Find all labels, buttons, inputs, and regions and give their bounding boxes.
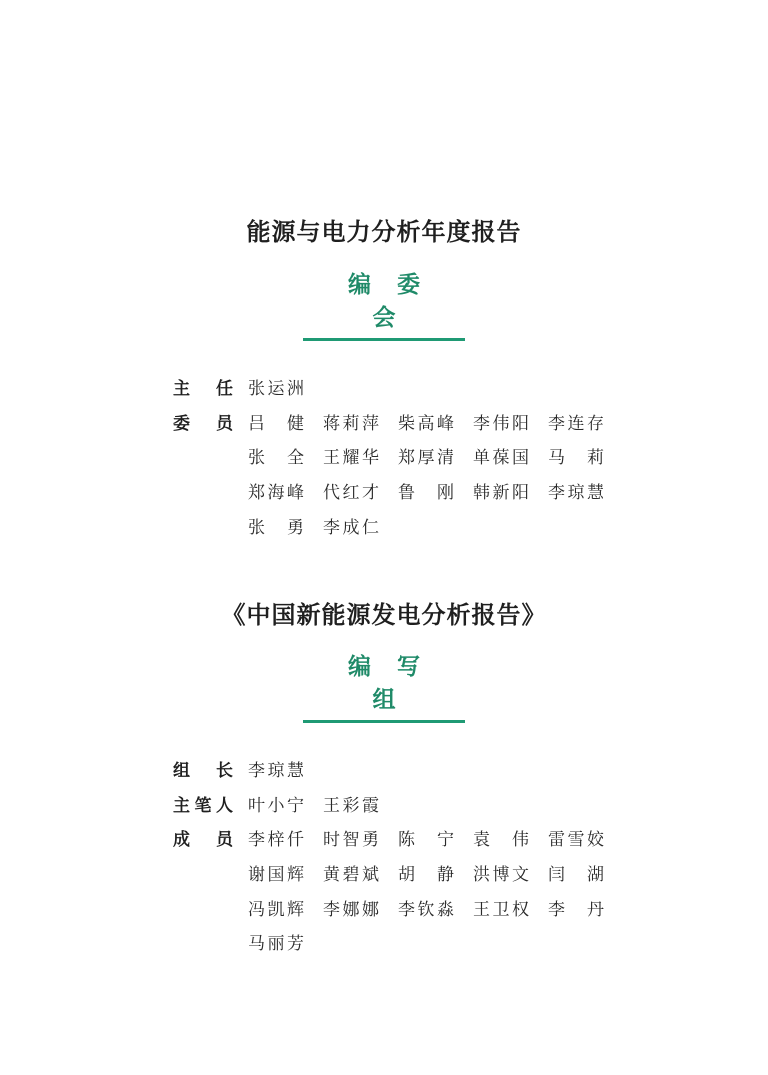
member-name: 李 琼 慧 — [548, 483, 604, 504]
role-label: 主 笔 人 — [173, 795, 233, 816]
role-label: 主 任 — [173, 379, 233, 399]
member-names — [248, 895, 623, 920]
member-names — [248, 443, 623, 468]
member-name: 李 丹 — [548, 899, 604, 920]
member-name: 陈 宁 — [398, 830, 454, 851]
member-name: 王 耀 华 — [323, 448, 379, 469]
member-names — [248, 791, 398, 816]
member-name: 黄 碧 斌 — [323, 865, 379, 886]
member-name: 胡 静 — [398, 865, 454, 886]
section1-subtitle: 编委会 — [303, 266, 465, 341]
member-name: 鲁 刚 — [398, 483, 454, 504]
member-names — [248, 478, 623, 503]
section1-title: 能源与电力分析年度报告 — [246, 218, 522, 246]
member-names — [248, 756, 323, 781]
member-name: 马 莉 — [548, 448, 604, 469]
member-names — [248, 860, 623, 885]
role-label: 组 长 — [173, 761, 233, 781]
member-name: 郑 厚 清 — [398, 448, 454, 469]
member-name: 李 钦 淼 — [398, 899, 454, 920]
member-name: 单 葆 国 — [473, 448, 529, 469]
member-name: 李 连 存 — [548, 413, 604, 434]
member-name: 洪 博 文 — [473, 865, 529, 886]
member-name: 冯 凯 辉 — [248, 899, 304, 920]
member-name: 代 红 才 — [323, 483, 379, 504]
member-names — [248, 409, 623, 434]
member-name: 马 丽 芳 — [248, 934, 304, 955]
member-name: 张 勇 — [248, 517, 304, 538]
member-name: 袁 伟 — [473, 830, 529, 851]
member-name: 雷 雪 姣 — [548, 830, 604, 851]
member-names — [248, 825, 623, 850]
member-name: 王 卫 权 — [473, 899, 529, 920]
section2-title: 《中国新能源发电分析报告》 — [221, 601, 547, 629]
member-name: 韩 新 阳 — [473, 483, 529, 504]
member-name: 李 伟 阳 — [473, 413, 529, 434]
member-name: 王 彩 霞 — [323, 795, 379, 816]
member-name: 闫 湖 — [548, 865, 604, 886]
member-name: 张 运 洲 — [248, 379, 304, 399]
member-names — [248, 374, 323, 399]
member-name: 李 琼 慧 — [248, 761, 304, 781]
member-name: 谢 国 辉 — [248, 865, 304, 886]
member-name: 张 全 — [248, 448, 304, 469]
section2-subtitle: 编写组 — [303, 648, 465, 723]
role-label: 委 员 — [173, 413, 233, 434]
member-name: 郑 海 峰 — [248, 483, 304, 504]
member-name: 吕 健 — [248, 413, 304, 434]
section2-subtitle-wrap — [0, 648, 768, 723]
member-names — [248, 929, 323, 954]
member-name: 李 梓 仟 — [248, 830, 304, 851]
member-name: 柴 高 峰 — [398, 413, 454, 434]
member-name: 李 成 仁 — [323, 517, 379, 538]
section1-subtitle-wrap — [0, 266, 768, 341]
role-label: 成 员 — [173, 830, 233, 851]
member-name: 李 娜 娜 — [323, 899, 379, 920]
member-name: 时 智 勇 — [323, 830, 379, 851]
member-name: 叶 小 宁 — [248, 795, 304, 816]
member-name: 蒋 莉 萍 — [323, 413, 379, 434]
member-names — [248, 513, 398, 538]
